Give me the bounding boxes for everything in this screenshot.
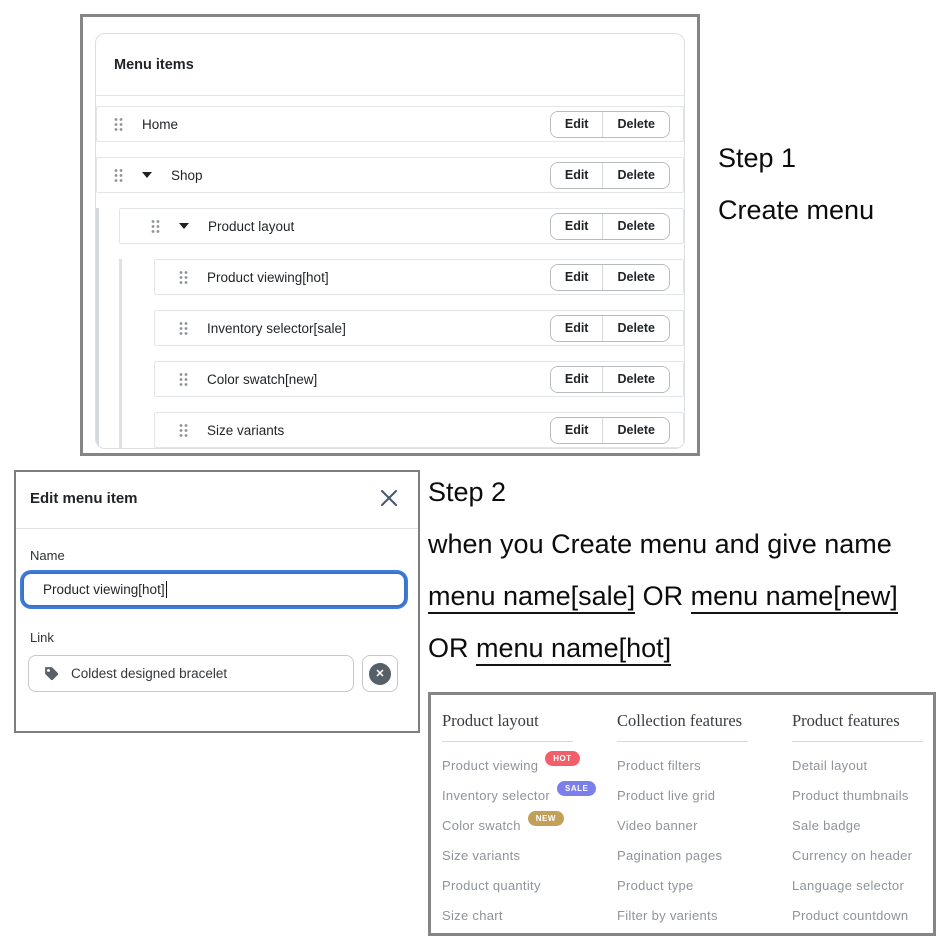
edit-menu-item-modal bbox=[14, 470, 420, 733]
menu-items-card bbox=[95, 33, 685, 449]
drag-handle-icon[interactable] bbox=[179, 423, 188, 438]
menu-items-header bbox=[96, 34, 684, 96]
menu-row-size-variants[interactable] bbox=[154, 412, 684, 448]
mega-item[interactable]: Inventory selector SALE bbox=[442, 780, 607, 810]
row-actions bbox=[550, 162, 670, 189]
sale-badge: SALE bbox=[557, 781, 596, 796]
link-input-value: Coldest designed bracelet bbox=[71, 666, 228, 681]
or-text: OR bbox=[635, 581, 691, 611]
modal-title: Edit menu item bbox=[30, 490, 138, 507]
collapse-triangle-icon[interactable] bbox=[179, 223, 189, 229]
mega-item[interactable]: Filter by varients bbox=[617, 907, 718, 923]
mega-item[interactable]: Product thumbnails bbox=[792, 787, 909, 803]
menu-row-inventory-selector[interactable] bbox=[154, 310, 684, 346]
row-actions bbox=[550, 366, 670, 393]
example-new: menu name[new] bbox=[691, 581, 898, 614]
menu-row-label: Inventory selector[sale] bbox=[207, 320, 346, 336]
link-field-label: Link bbox=[30, 630, 54, 645]
drag-handle-icon[interactable] bbox=[114, 168, 123, 183]
menu-row-label: Product layout bbox=[208, 218, 295, 234]
menu-items-panel bbox=[80, 14, 700, 456]
tag-icon bbox=[43, 665, 60, 682]
step1-subtitle: Create menu bbox=[718, 195, 875, 225]
menu-rows bbox=[96, 96, 684, 448]
mega-item[interactable]: Size variants bbox=[442, 847, 521, 863]
delete-button[interactable]: Delete bbox=[602, 163, 669, 188]
example-sale: menu name[sale] bbox=[428, 581, 635, 614]
column-rule bbox=[442, 741, 573, 742]
delete-button[interactable]: Delete bbox=[602, 316, 669, 341]
menu-row-shop[interactable] bbox=[96, 157, 684, 193]
example-hot: menu name[hot] bbox=[476, 633, 671, 666]
mega-item[interactable]: Product filters bbox=[617, 757, 701, 773]
menu-row-label: Shop bbox=[171, 167, 203, 183]
edit-button[interactable]: Edit bbox=[551, 418, 603, 443]
mega-column-product-features bbox=[792, 711, 942, 930]
row-actions bbox=[550, 417, 670, 444]
name-input-value: Product viewing[hot] bbox=[43, 582, 165, 597]
mega-column-collection-features bbox=[617, 711, 782, 930]
delete-button[interactable]: Delete bbox=[602, 112, 669, 137]
mega-item[interactable]: Product live grid bbox=[617, 787, 716, 803]
new-badge: NEW bbox=[528, 811, 564, 826]
row-actions bbox=[550, 213, 670, 240]
menu-row-color-swatch[interactable] bbox=[154, 361, 684, 397]
mega-column-product-layout bbox=[442, 711, 607, 930]
step2-line3 bbox=[428, 622, 942, 674]
mega-item[interactable]: Product countdown bbox=[792, 907, 909, 923]
menu-row-label: Size variants bbox=[207, 422, 285, 438]
text-caret bbox=[166, 581, 168, 598]
drag-handle-icon[interactable] bbox=[179, 321, 188, 336]
link-input[interactable] bbox=[28, 655, 354, 692]
link-clear-button[interactable] bbox=[362, 655, 398, 692]
edit-button[interactable]: Edit bbox=[551, 367, 603, 392]
column-header: Product layout bbox=[442, 711, 539, 730]
mega-item[interactable]: Product type bbox=[617, 877, 694, 893]
mega-item[interactable]: Detail layout bbox=[792, 757, 868, 773]
column-rule bbox=[617, 741, 748, 742]
step1-caption bbox=[718, 132, 874, 236]
mega-item[interactable]: Product viewing HOT bbox=[442, 750, 607, 780]
mega-menu-preview-panel bbox=[428, 692, 936, 936]
name-input[interactable] bbox=[22, 572, 406, 607]
step2-line2 bbox=[428, 570, 942, 622]
delete-button[interactable]: Delete bbox=[602, 214, 669, 239]
column-header: Collection features bbox=[617, 711, 743, 730]
mega-item[interactable]: Size chart bbox=[442, 907, 503, 923]
hot-badge: HOT bbox=[545, 751, 579, 766]
menu-row-product-layout[interactable] bbox=[119, 208, 684, 244]
column-header: Product features bbox=[792, 711, 900, 730]
mega-item[interactable]: Video banner bbox=[617, 817, 698, 833]
mega-item[interactable]: Color swatch NEW bbox=[442, 810, 607, 840]
name-field-label: Name bbox=[30, 548, 65, 563]
column-rule bbox=[792, 741, 923, 742]
mega-item[interactable]: Currency on header bbox=[792, 847, 913, 863]
close-icon[interactable] bbox=[378, 487, 400, 509]
collapse-triangle-icon[interactable] bbox=[142, 172, 152, 178]
edit-button[interactable]: Edit bbox=[551, 112, 603, 137]
delete-button[interactable]: Delete bbox=[602, 265, 669, 290]
or-text: OR bbox=[428, 633, 477, 663]
delete-button[interactable]: Delete bbox=[602, 367, 669, 392]
drag-handle-icon[interactable] bbox=[179, 270, 188, 285]
mega-item[interactable]: Sale badge bbox=[792, 817, 861, 833]
drag-handle-icon[interactable] bbox=[114, 117, 123, 132]
nested-group-level1 bbox=[96, 208, 684, 448]
nested-group-level2 bbox=[119, 259, 684, 448]
mega-item[interactable]: Language selector bbox=[792, 877, 905, 893]
menu-items-title: Menu items bbox=[114, 56, 194, 73]
edit-button[interactable]: Edit bbox=[551, 214, 603, 239]
modal-divider bbox=[16, 528, 418, 529]
mega-item[interactable]: Product quantity bbox=[442, 877, 541, 893]
clear-x-icon: ✕ bbox=[369, 663, 391, 685]
edit-button[interactable]: Edit bbox=[551, 316, 603, 341]
step2-line1: when you Create menu and give name bbox=[428, 529, 892, 559]
edit-button[interactable]: Edit bbox=[551, 265, 603, 290]
drag-handle-icon[interactable] bbox=[179, 372, 188, 387]
menu-row-product-viewing[interactable] bbox=[154, 259, 684, 295]
row-actions bbox=[550, 111, 670, 138]
step2-caption bbox=[428, 466, 942, 674]
edit-button[interactable]: Edit bbox=[551, 163, 603, 188]
row-actions bbox=[550, 264, 670, 291]
row-actions bbox=[550, 315, 670, 342]
delete-button[interactable]: Delete bbox=[602, 418, 669, 443]
menu-row-label: Color swatch[new] bbox=[207, 371, 318, 387]
step2-title: Step 2 bbox=[428, 477, 507, 507]
step1-title: Step 1 bbox=[718, 143, 797, 173]
menu-row-label: Product viewing[hot] bbox=[207, 269, 329, 285]
mega-item[interactable]: Pagination pages bbox=[617, 847, 723, 863]
drag-handle-icon[interactable] bbox=[151, 219, 160, 234]
menu-row-home[interactable] bbox=[96, 106, 684, 142]
menu-row-label: Home bbox=[142, 116, 179, 132]
